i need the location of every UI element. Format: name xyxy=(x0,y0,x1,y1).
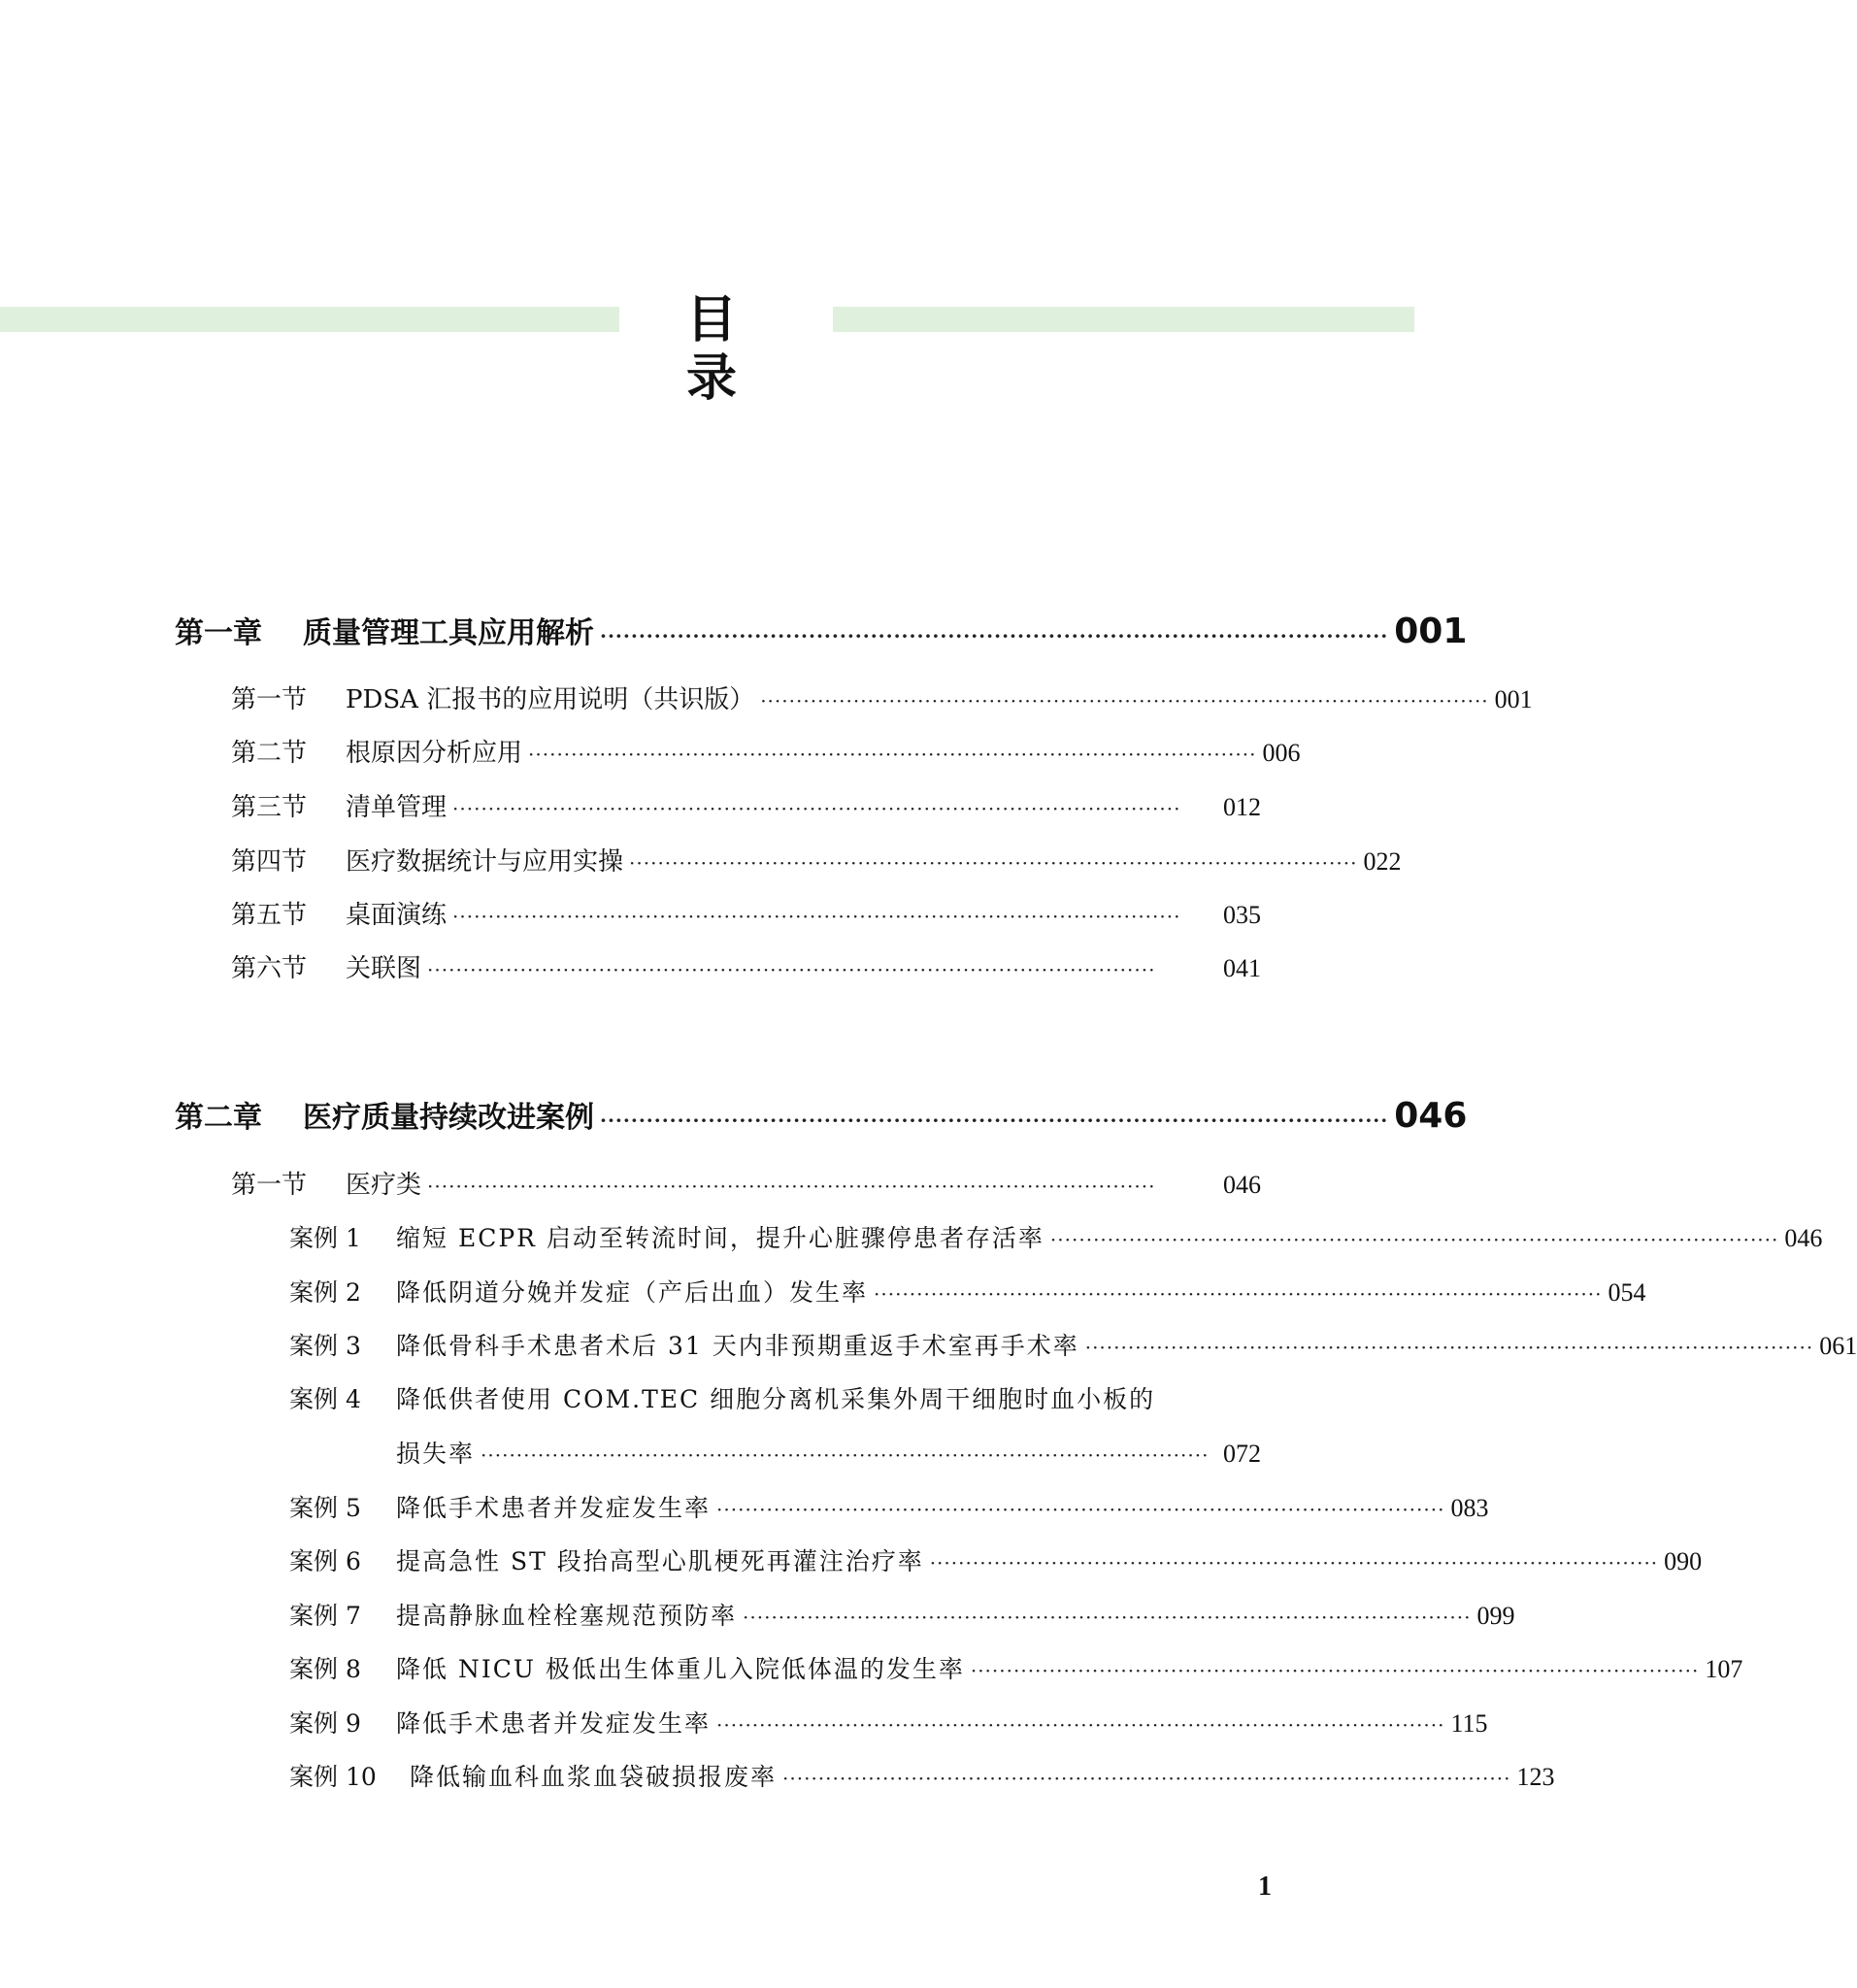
section-label: 第五节 xyxy=(231,901,308,930)
toc-case[interactable] xyxy=(289,1489,1489,1532)
section-label: 第三节 xyxy=(231,793,308,822)
toc-chapter-1[interactable] xyxy=(175,609,1468,663)
case-label: 案例 6 xyxy=(289,1547,361,1575)
section-label: 第六节 xyxy=(231,954,308,983)
chapter-label: 第二章 xyxy=(175,1101,262,1135)
case-title: 提高静脉血栓栓塞规范预防率 xyxy=(396,1602,738,1630)
toc-case[interactable] xyxy=(289,1274,1646,1316)
chapter-label: 第一章 xyxy=(175,616,262,650)
chapter-title: 质量管理工具应用解析 xyxy=(303,616,594,650)
chapter-page-number: 046 xyxy=(1394,1096,1468,1136)
case-title: 降低手术患者并发症发生率 xyxy=(396,1494,712,1522)
section-label: 第二节 xyxy=(231,739,308,768)
section-page-number: 006 xyxy=(1262,739,1301,767)
dot-leader: ······································································································ xyxy=(970,1659,1700,1682)
toc-case[interactable] xyxy=(289,1705,1488,1747)
dot-leader: ······································································································ xyxy=(716,1713,1445,1737)
section-title: 根原因分析应用 xyxy=(346,739,523,768)
dot-leader: ······································································································ xyxy=(1049,1228,1779,1251)
case-label: 案例 5 xyxy=(289,1494,361,1522)
section-title: PDSA 汇报书的应用说明（共识版） xyxy=(346,685,755,714)
case-label: 案例 3 xyxy=(289,1332,361,1360)
case-page-number: 083 xyxy=(1450,1494,1489,1522)
toc-section[interactable] xyxy=(231,895,1261,938)
page-number: 1 xyxy=(1258,1872,1272,1902)
case-title: 降低阴道分娩并发症（产后出血）发生率 xyxy=(396,1278,869,1307)
section-label: 第一节 xyxy=(231,685,308,714)
toc-case[interactable] xyxy=(289,1219,1823,1262)
dot-leader: ······································································································ xyxy=(528,743,1257,766)
section-label: 第一节 xyxy=(231,1171,308,1200)
section-page-number: 041 xyxy=(1223,954,1261,982)
case-title: 降低手术患者并发症发生率 xyxy=(396,1709,712,1738)
case-label: 案例 10 xyxy=(289,1763,377,1791)
dot-leader: ······································································································ xyxy=(427,1175,1156,1198)
title-band-left xyxy=(0,307,619,332)
page-title: 目 录 xyxy=(685,291,770,408)
title-row xyxy=(0,291,1414,408)
dot-leader: ······································································································ xyxy=(760,689,1489,712)
dot-leader: ······································································································ xyxy=(629,851,1358,875)
dot-leader: ······································································································ xyxy=(874,1282,1603,1306)
dot-leader: ······································································································ xyxy=(1084,1336,1814,1359)
section-page-number: 001 xyxy=(1494,685,1533,713)
toc-chapter-2[interactable] xyxy=(175,1093,1468,1147)
case-page-number: 054 xyxy=(1608,1278,1646,1307)
toc-section[interactable] xyxy=(231,733,1301,776)
dot-leader: ······································································································ xyxy=(452,905,1181,928)
toc-case[interactable] xyxy=(289,1380,1155,1423)
dot-leader: ······································································································ xyxy=(600,1109,1389,1132)
case-label: 案例 1 xyxy=(289,1224,361,1252)
dot-leader: ······································································································ xyxy=(481,1443,1210,1467)
section-page-number: 035 xyxy=(1223,901,1261,929)
toc-section[interactable] xyxy=(231,679,1533,722)
toc-section[interactable] xyxy=(231,787,1261,830)
case-label: 案例 9 xyxy=(289,1709,361,1738)
title-band-right xyxy=(833,307,1414,332)
case-label: 案例 7 xyxy=(289,1602,361,1630)
toc-case[interactable] xyxy=(289,1597,1515,1640)
section-page-number: 046 xyxy=(1223,1171,1261,1199)
case-title-continuation: 损失率 xyxy=(396,1440,476,1468)
dot-leader: ······································································································ xyxy=(427,958,1156,981)
case-title: 降低骨科手术患者术后 31 天内非预期重返手术室再手术率 xyxy=(396,1332,1079,1360)
case-title: 降低 NICU 极低出生体重儿入院低体温的发生率 xyxy=(396,1655,965,1683)
case-page-number: 090 xyxy=(1664,1547,1703,1575)
chapter-title: 医疗质量持续改进案例 xyxy=(303,1101,594,1135)
section-title: 关联图 xyxy=(346,954,422,983)
case-label: 案例 2 xyxy=(289,1278,361,1307)
dot-leader: ······································································································ xyxy=(716,1498,1445,1521)
toc-case[interactable] xyxy=(289,1327,1857,1370)
section-label: 第四节 xyxy=(231,847,308,877)
dot-leader: ······································································································ xyxy=(452,797,1181,820)
case-title: 缩短 ECPR 启动至转流时间，提升心脏骤停患者存活率 xyxy=(396,1224,1045,1252)
case-title: 降低供者使用 COM.TEC 细胞分离机采集外周干细胞时血小板的 xyxy=(396,1385,1156,1413)
case-title: 提高急性 ST 段抬高型心肌梗死再灌注治疗率 xyxy=(396,1547,924,1575)
dot-leader: ······································································································ xyxy=(782,1767,1511,1790)
toc-section[interactable] xyxy=(231,1165,1261,1208)
case-title: 降低输血科血浆血袋破损报废率 xyxy=(410,1763,778,1791)
case-page-number: 061 xyxy=(1819,1332,1857,1360)
case-label: 案例 8 xyxy=(289,1655,361,1683)
chapter-page-number: 001 xyxy=(1394,612,1468,651)
section-page-number: 022 xyxy=(1363,847,1402,876)
section-title: 医疗类 xyxy=(346,1171,422,1200)
toc-case[interactable] xyxy=(289,1650,1743,1693)
case-label: 案例 4 xyxy=(289,1385,361,1413)
section-title: 医疗数据统计与应用实操 xyxy=(346,847,624,877)
section-title: 清单管理 xyxy=(346,793,448,822)
case-page-number: 099 xyxy=(1476,1602,1515,1630)
toc-case-continuation[interactable] xyxy=(396,1435,1261,1477)
toc-section[interactable] xyxy=(231,842,1402,884)
case-page-number: 046 xyxy=(1784,1224,1823,1252)
dot-leader: ······································································································ xyxy=(600,624,1389,647)
section-page-number: 012 xyxy=(1223,793,1261,821)
dot-leader: ······································································································ xyxy=(929,1551,1659,1574)
case-page-number: 107 xyxy=(1705,1655,1743,1683)
case-page-number: 123 xyxy=(1516,1763,1555,1791)
toc-case[interactable] xyxy=(289,1758,1555,1801)
section-title: 桌面演练 xyxy=(346,901,448,930)
case-page-number: 072 xyxy=(1223,1440,1261,1468)
toc-case[interactable] xyxy=(289,1542,1703,1585)
toc-section[interactable] xyxy=(231,948,1261,991)
case-page-number: 115 xyxy=(1450,1709,1488,1738)
dot-leader: ······································································································ xyxy=(743,1606,1472,1629)
